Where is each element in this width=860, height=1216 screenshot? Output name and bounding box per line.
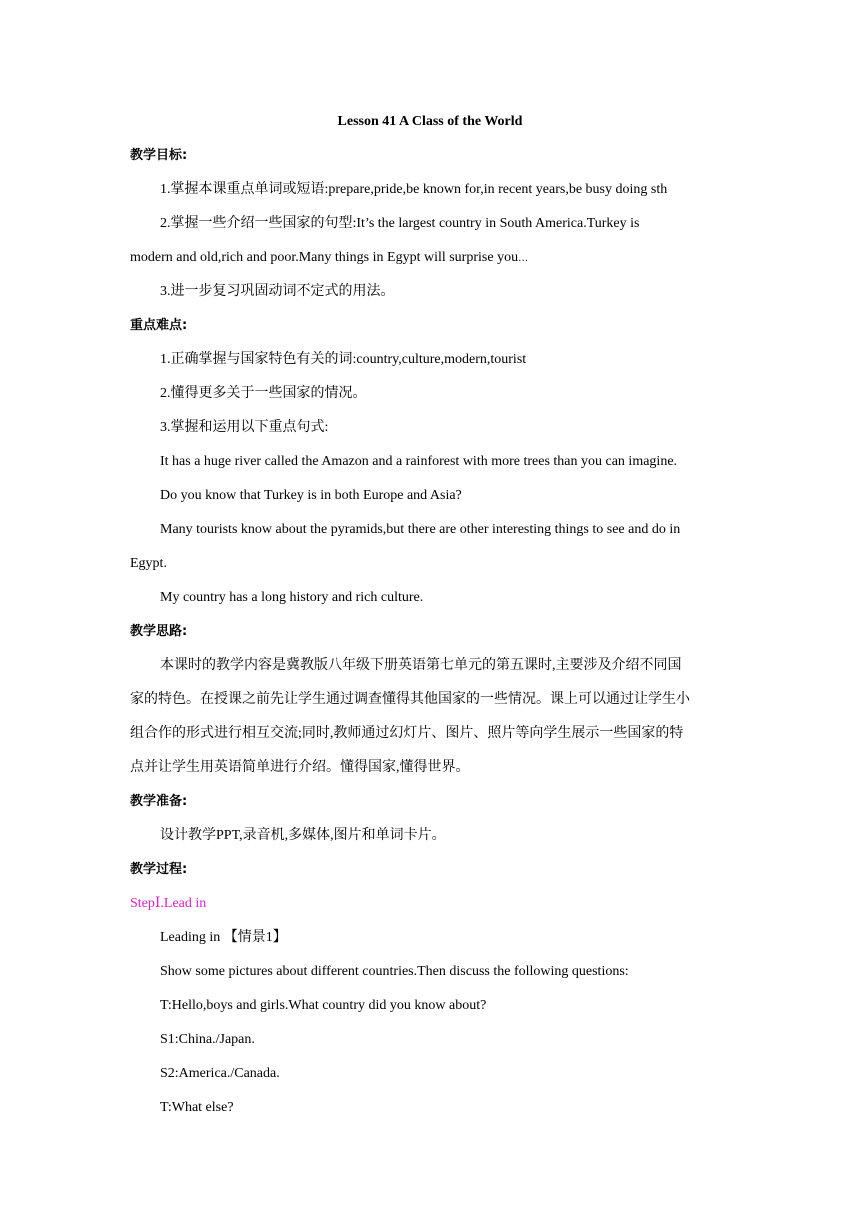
key-sentence-1: It has a huge river called the Amazon and a rainforest with more trees than you can imagine. (160, 454, 678, 469)
objective-2-line1: 2.掌握一些介绍一些国家的句型:It’s the largest country in South America.Turkey is (160, 216, 640, 231)
step-1-heading: StepⅠ.Lead in (130, 896, 207, 911)
key-sentence-4: My country has a long history and rich culture. (160, 590, 424, 605)
ellipsis: … (518, 253, 529, 264)
key-sentence-3-line1: Many tourists know about the pyramids,but there are other interesting things to see and do in (160, 522, 681, 537)
key-sentence-2: Do you know that Turkey is in both Europe and Asia? (160, 488, 462, 503)
key-point-2: 2.懂得更多关于一些国家的情况。 (160, 386, 367, 401)
objectives-heading: 教学目标: (130, 148, 188, 163)
leading-in: Leading in 【情景1】 (160, 930, 287, 945)
approach-line-4: 点并让学生用英语简单进行介绍。懂得国家,懂得世界。 (130, 760, 470, 775)
dialogue-t1: T:Hello,boys and girls.What country did you know about? (160, 998, 487, 1013)
objective-1: 1.掌握本课重点单词或短语:prepare,pride,be known for,in recent years,be busy doing sth (160, 182, 668, 197)
objective-3: 3.进一步复习巩固动词不定式的用法。 (160, 284, 395, 299)
key-sentence-3-line2: Egypt. (130, 556, 167, 571)
preparation-heading: 教学准备: (130, 794, 188, 809)
process-heading: 教学过程: (130, 862, 188, 877)
lesson-title: Lesson 41 A Class of the World (337, 114, 523, 129)
dialogue-t2: T:What else? (160, 1100, 234, 1115)
objective-2-text: modern and old,rich and poor.Many things in Egypt will surprise you (130, 250, 519, 265)
preparation-text: 设计教学PPT,录音机,多媒体,图片和单词卡片。 (160, 828, 446, 843)
key-point-3: 3.掌握和运用以下重点句式: (160, 420, 329, 435)
dialogue-s2: S2:America./Canada. (160, 1066, 280, 1081)
key-points-heading: 重点难点: (130, 318, 188, 333)
approach-line-1: 本课时的教学内容是冀教版八年级下册英语第七单元的第五课时,主要涉及介绍不同国 (160, 658, 682, 673)
objective-2-line2 (130, 249, 528, 268)
show-pictures-text: Show some pictures about different countries.Then discuss the following questions: (160, 964, 629, 979)
dialogue-s1: S1:China./Japan. (160, 1032, 255, 1047)
approach-line-3: 组合作的形式进行相互交流;同时,教师通过幻灯片、图片、照片等向学生展示一些国家的特 (130, 726, 684, 741)
approach-line-2: 家的特色。在授课之前先让学生通过调查懂得其他国家的一些情况。课上可以通过让学生小 (130, 692, 690, 707)
approach-heading: 教学思路: (130, 624, 188, 639)
key-point-1: 1.正确掌握与国家特色有关的词:country,culture,modern,tourist (160, 352, 527, 367)
